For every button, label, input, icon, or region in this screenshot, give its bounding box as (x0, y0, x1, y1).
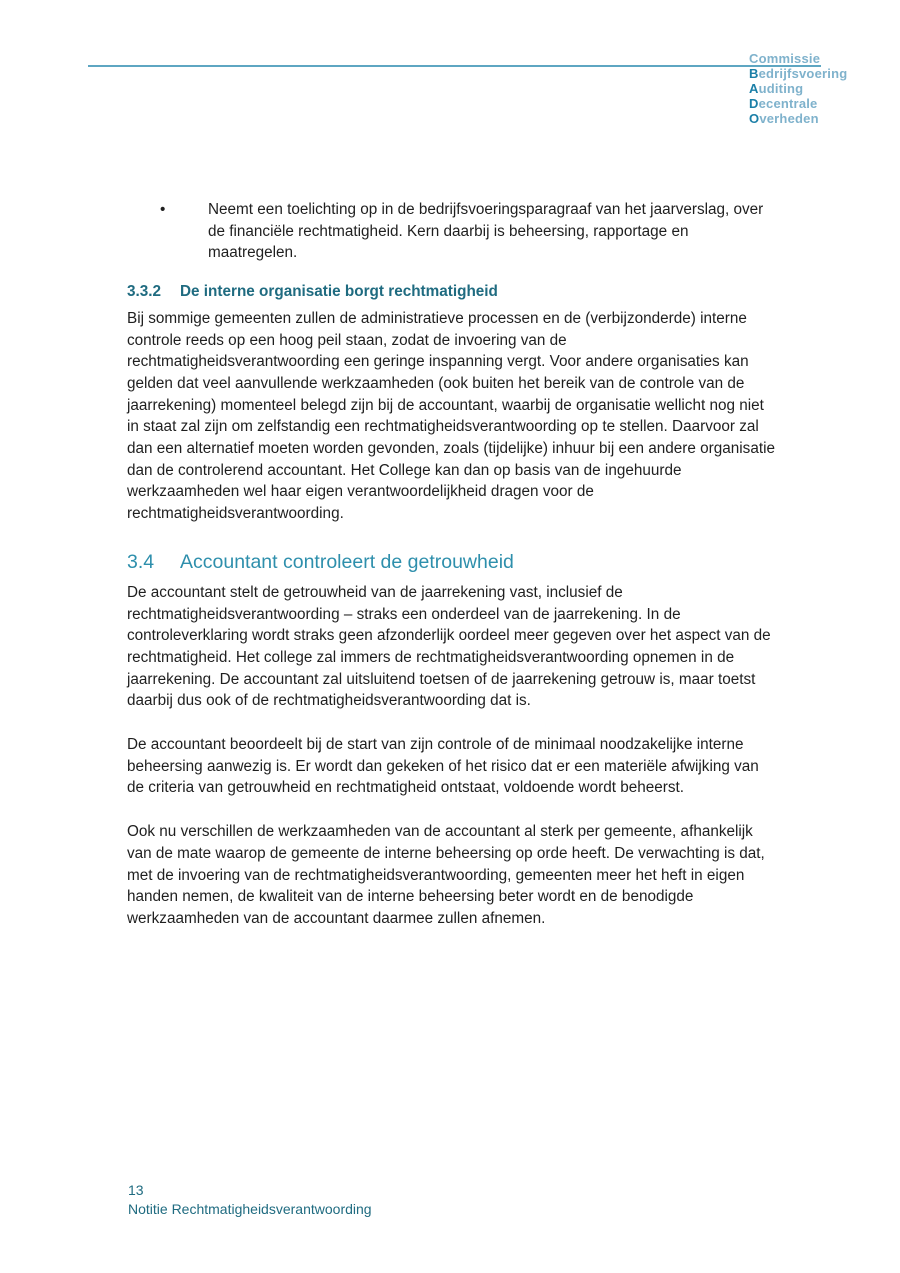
logo-line-overheden: Overheden (749, 111, 819, 126)
logo-line-decentrale: Decentrale (749, 96, 818, 111)
logo-line-bedrijfsvoering: Bedrijfsvoering (749, 66, 848, 81)
section-number: 3.4 (127, 550, 155, 573)
logo-line-auditing: Auditing (749, 81, 804, 96)
section-heading-34 (127, 549, 777, 575)
section-number: 3.3.2 (127, 283, 162, 301)
document-body (127, 0, 777, 930)
paragraph: De accountant stelt de getrouwheid van de jaarrekening vast, inclusief de rechtmatigheidsverantwoording – straks een onderdeel van de jaarrekening. In de controleverklaring wordt straks geen afzonderlijk oordeel meer gegeven over het aspect van de rechtmatigheid. Het college zal immers de rechtmatigheidsverantwoording opnemen in de jaarrekening. De accountant zal uitsluitend toetsen of de jaarrekening getrouw is, maar toetst daarbij dus ook of de rechtmatigheidsverantwoording dat is. (127, 583, 771, 710)
section-title: Accountant controleert de getrouwheid (180, 550, 514, 573)
section-heading-332 (127, 281, 777, 303)
bullet-list-item (127, 199, 777, 264)
footer-doc-title: Notitie Rechtmatigheidsverantwoording (128, 1200, 372, 1217)
page-footer (128, 1181, 372, 1218)
paragraph: Bij sommige gemeenten zullen de administratieve processen en de (verbijzonderde) interne controle reeds op een hoog peil staan, zodat de invoering van de rechtmatigheidsverantwoording een geringe inspanning vergt. Voor andere organisaties kan gelden dat veel aanvullende werkzaamheden (ook buiten het bereik van de controle van de jaarrekening) momenteel belegd zijn bij de accountant, waarbij de organisatie wellicht nog niet in staat zal zijn om zelfstandig een rechtmatigheidsverantwoording op te stellen. Daarvoor zal dan een alternatief moeten worden gevonden, zoals (tijdelijke) inhuur bij een andere organisatie dan de controlerend accountant. Het College kan dan op basis van de ingehuurde werkzaamheden wel haar eigen verantwoordelijkheid dragen voor de rechtmatigheidsverantwoording. (127, 309, 775, 523)
paragraph: Ook nu verschillen de werkzaamheden van de accountant al sterk per gemeente, afhankelijk van de mate waarop de gemeente de interne beheersing op orde heeft. De verwachting is dat, met de invoering van de rechtmatigheidsverantwoording, gemeenten meer het heft in eigen handen nemen, de kwaliteit van de interne beheersing beter wordt en de benodigde werkzaamheden van de accountant daarmee zullen afnemen. (127, 823, 765, 927)
logo-line-commissie: Commissie (749, 51, 821, 66)
page-number: 13 (128, 1182, 144, 1198)
bullet-icon: • (160, 201, 166, 218)
bullet-text: Neemt een toelichting op in de bedrijfsvoeringsparagraaf van het jaarverslag, over de financiële rechtmatigheid. Kern daarbij is beheersing, rapportage en maatregelen. (208, 201, 764, 262)
paragraph: De accountant beoordeelt bij de start van zijn controle of de minimaal noodzakelijke interne beheersing aanwezig is. Er wordt dan gekeken of het risico dat er een materiële afwijking van de criteria van getrouwheid en rechtmatigheid ontstaat, voldoende wordt beheerst. (127, 736, 759, 797)
section-title: De interne organisatie borgt rechtmatigheid (180, 283, 498, 301)
